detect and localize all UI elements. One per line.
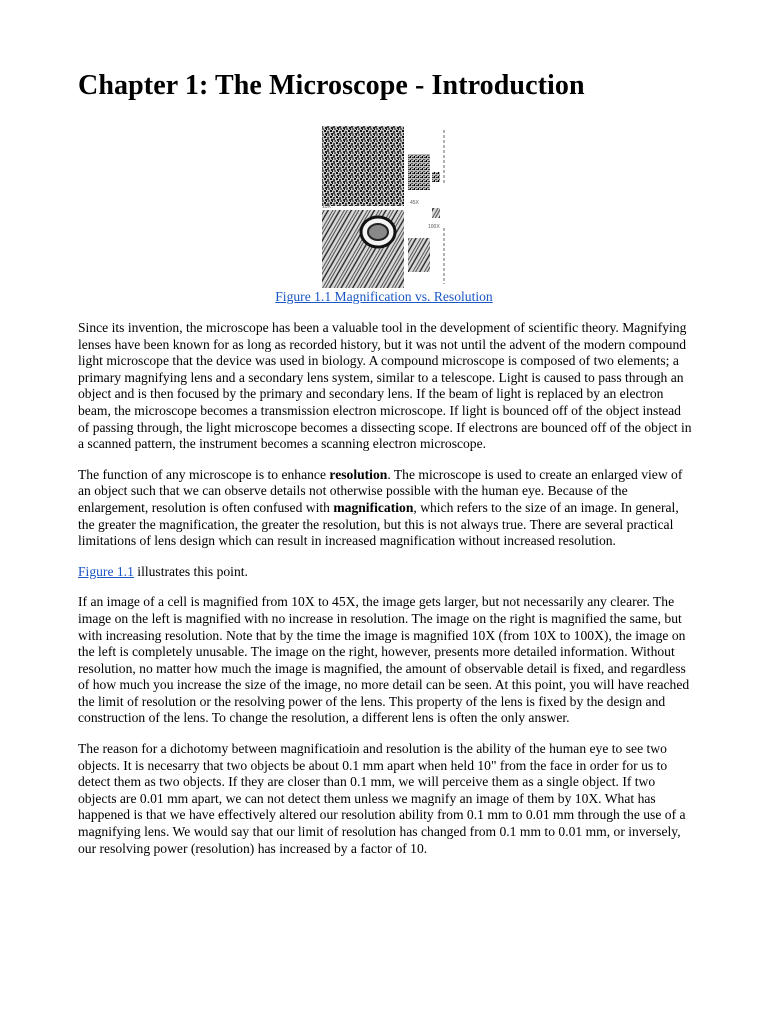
low-res-panel-large: [322, 126, 404, 206]
chapter-title: Chapter 1: The Microscope - Introduction: [78, 70, 585, 101]
paragraph-figure-ref: [78, 564, 692, 581]
text-run: , which refers to the size of an image. In general, the greater the magnification, the greater the resolution, but this is not always true. There are several practical limitations of lens design which can result in increased magnification without increased resolution.: [78, 499, 679, 549]
figure-caption: [0, 289, 768, 305]
text-run: . The microscope is used to create an enlarged view of an object such that we can observe details not otherwise possible with the human eye. Because of the enlargement, resolution is often confused with: [78, 466, 683, 515]
high-res-panel-medium: [408, 238, 430, 272]
micrograph-illustration: [318, 124, 454, 290]
high-res-panel-small: [432, 208, 440, 218]
low-res-panel-medium: [408, 154, 430, 190]
text-run: illustrates this point.: [133, 563, 248, 579]
paragraph-dichotomy: The reason for a dichotomy between magnificatioin and resolution is the ability of the human eye to see two objects. It is necesarry that two objects be about 0.1 mm apart when held 10" from the face in order for us to detect them as two objects. If they are closer than 0.1 mm, we will perceive them as a single object. If two objects are 0.01 mm apart, we can not detect them unless we magnify an image of them by 10X. What has happened is that we have effectively altered our resolution ability from 0.1 mm to 0.01 mm through the use of a magnifying lens. We would say that our limit of resolution has changed from 0.1 mm to 0.01 mm, or inversely, our resolving power (resolution) has increased by a factor of 10.: [78, 741, 686, 856]
paragraph-function: [78, 467, 692, 550]
term-magnification: magnification: [333, 499, 414, 515]
body-text: [78, 320, 692, 871]
paragraph-intro: Since its invention, the microscope has been a valuable tool in the development of scientific theory. Magnifying lenses have been known for as long as recorded history, but it was not until the advent of the modern compound light microscope that the device was used in biology. A compound microscope is composed of two elements; a primary magnifying lens and a secondary lens system, similar to a telescope. Light is caused to pass through an object and is then focused by the primary and secondary lens. If the beam of light is replaced by an electron beam, the microscope becomes a transmission electron microscope. If light is bounced off of the object instead of passing through, the light microscope becomes a dissecting scope. If electrons are bounced off of the object in a scanned pattern, the instrument becomes a scanning electron microscope.: [78, 320, 692, 452]
paragraph-magnify-example: If an image of a cell is magnified from 10X to 45X, the image gets larger, but not necessarily any clearer. The image on the left is magnified with no increase in resolution. The image on the right is magnified the same, but with increasing resolution. Note that by the time the image is magnified 10X (from 10X to 100X), the image on the left is completely unusable. The image on the right, however, presents more detailed information. Without resolution, no matter how much the image is magnified, the amount of observable detail is fixed, and regardless of how much you increase the size of the image, no more detail can be seen. At this point, you will have reached the limit of resolution or the resolving power of the lens. This property of the lens is fixed by the design and construction of the lens. To change the resolution, a different lens is often the only answer.: [78, 594, 690, 726]
term-resolution: resolution: [329, 466, 388, 482]
figure-1-1-link[interactable]: Figure 1.1: [78, 563, 134, 579]
label-10x: 10X: [322, 204, 331, 210]
low-res-panel-small: [432, 172, 440, 182]
text-run: The function of any microscope is to enhance: [78, 466, 330, 482]
figure-caption-link[interactable]: Figure 1.1 Magnification vs. Resolution: [275, 289, 493, 304]
label-45x: 45X: [410, 200, 419, 206]
figure-image: [318, 124, 454, 290]
label-100x: 100X: [428, 224, 440, 230]
